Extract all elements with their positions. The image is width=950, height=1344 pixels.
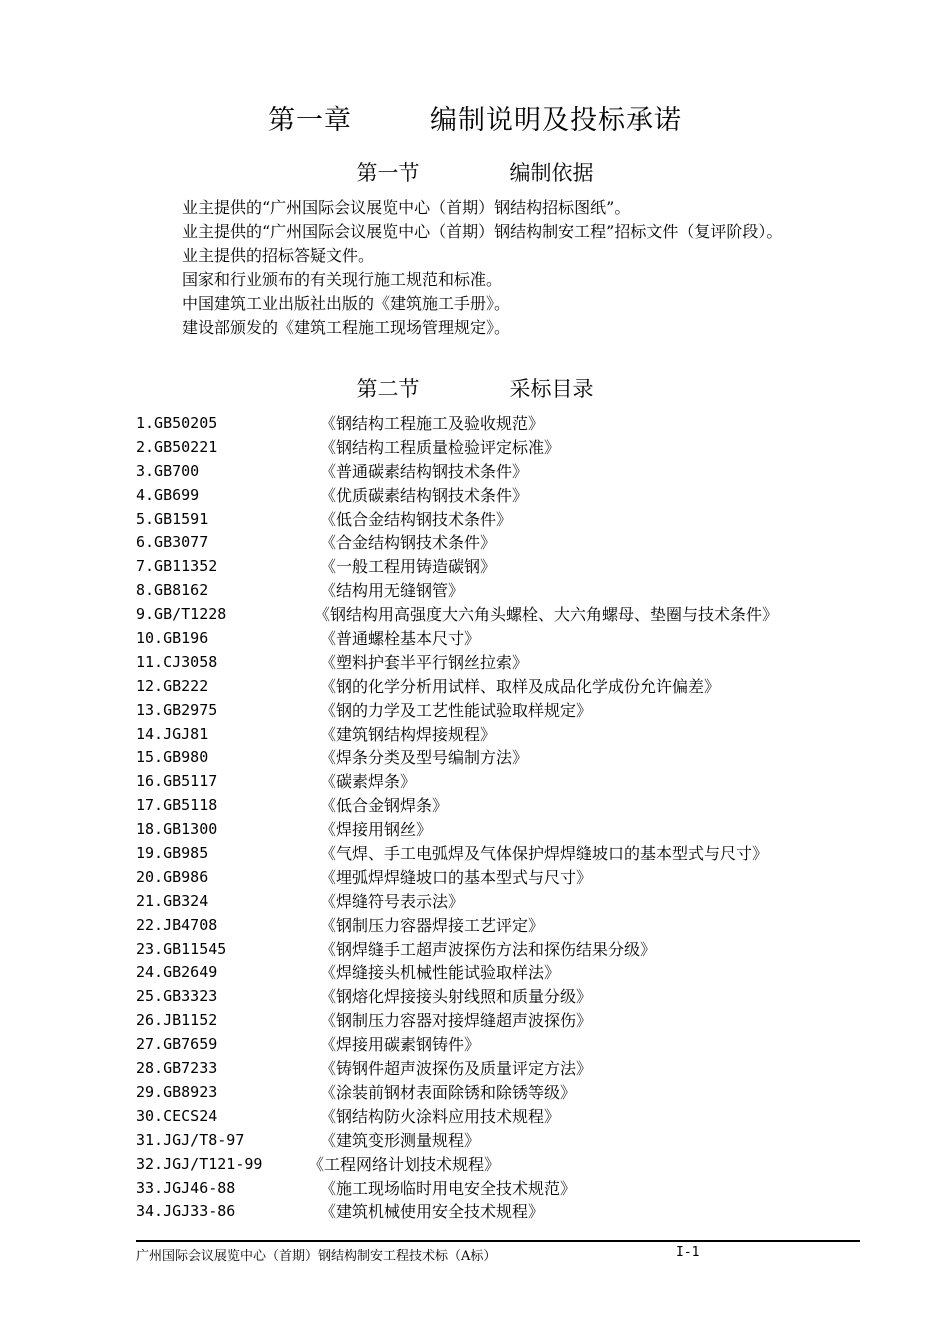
standard-title: 《焊条分类及型号编制方法》: [320, 748, 529, 768]
standard-code: 12.GB222: [136, 676, 209, 695]
standard-row: [136, 1177, 860, 1201]
standard-title: 《钢的力学及工艺性能试验取样规定》: [320, 700, 593, 720]
basis-list: [136, 196, 860, 340]
standard-title: 《施工现场临时用电安全技术规范》: [320, 1178, 577, 1198]
standards-list: [136, 412, 860, 1224]
standard-code: 4.GB699: [136, 485, 200, 504]
standard-title: 《钢制压力容器焊接工艺评定》: [320, 915, 545, 935]
standard-code: 15.GB980: [136, 748, 209, 767]
standard-title: 《钢制压力容器对接焊缝超声波探伤》: [320, 1011, 593, 1031]
standard-code: 23.GB11545: [136, 939, 227, 958]
footer-divider: [136, 1240, 860, 1242]
standard-row: [136, 603, 860, 627]
standard-code: 8.GB8162: [136, 581, 209, 600]
standard-row: [136, 1105, 860, 1129]
standard-code: 19.GB985: [136, 844, 209, 863]
standard-title: 《建筑钢结构焊接规程》: [320, 724, 497, 744]
standard-title: 《气焊、手工电弧焊及气体保护焊焊缝坡口的基本型式与尺寸》: [320, 844, 769, 864]
standard-title: 《钢结构工程施工及验收规范》: [320, 414, 545, 433]
standard-title: 《低合金结构钢技术条件》: [320, 509, 513, 529]
standard-code: 33.JGJ46-88: [136, 1178, 236, 1197]
standard-code: 21.GB324: [136, 891, 209, 910]
standard-title: 《焊接用钢丝》: [320, 820, 433, 840]
standard-code: 1.GB50205: [136, 414, 218, 432]
standard-title: 《优质碳素结构钢技术条件》: [320, 485, 529, 505]
standard-title: 《焊缝接头机械性能试验取样法》: [320, 963, 561, 983]
standard-code: 29.GB8923: [136, 1082, 218, 1101]
basis-item: 业主提供的“广州国际会议展览中心（首期）钢结构招标图纸”。: [182, 198, 631, 217]
standard-row: [136, 555, 860, 579]
standard-row: [136, 579, 860, 603]
standard-code: 28.GB7233: [136, 1059, 218, 1078]
standard-row: [136, 866, 860, 890]
standard-title: 《焊接用碳素钢铸件》: [320, 1035, 481, 1055]
standard-code: 3.GB700: [136, 461, 200, 480]
standard-code: 5.GB1591: [136, 509, 209, 528]
section-number: 第二节: [356, 377, 420, 401]
standard-row: [136, 723, 860, 747]
standard-row: [136, 818, 860, 842]
standard-title: 《钢结构用高强度大六角头螺栓、大六角螺母、垫圈与技术条件》: [314, 605, 779, 625]
standard-code: 11.CJ3058: [136, 652, 218, 671]
basis-item: 中国建筑工业出版社出版的《建筑施工手册》。: [182, 294, 511, 313]
standard-title: 《结构用无缝钢管》: [320, 581, 465, 601]
standard-row: [136, 627, 860, 651]
standard-code: 18.GB1300: [136, 820, 218, 839]
standard-code: 16.GB5117: [136, 772, 218, 791]
standard-code: 27.GB7659: [136, 1035, 218, 1054]
standard-title: 《工程网络计划技术规程》: [308, 1154, 501, 1174]
standard-row: [136, 1153, 860, 1177]
standard-row: [136, 961, 860, 985]
standard-row: [136, 412, 860, 436]
section-heading-1: [0, 157, 950, 187]
standard-title: 《建筑变形测量规程》: [320, 1130, 481, 1150]
standard-row: [136, 938, 860, 962]
standard-code: 32.JGJ/T121-99: [136, 1154, 263, 1173]
standard-code: 30.CECS24: [136, 1106, 218, 1125]
standard-code: 31.JGJ/T8-97: [136, 1130, 245, 1149]
standard-row: [136, 651, 860, 675]
standard-row: [136, 531, 860, 555]
standard-title: 《塑料护套半平行钢丝拉索》: [320, 652, 529, 672]
page-number: I-1: [676, 1245, 700, 1260]
standard-title: 《合金结构钢技术条件》: [320, 533, 497, 553]
standard-row: [136, 675, 860, 699]
section-title: 采标目录: [509, 377, 594, 401]
chapter-title: 编制说明及投标承诺: [430, 105, 682, 136]
standard-row: [136, 914, 860, 938]
standard-title: 《铸钢件超声波探伤及质量评定方法》: [320, 1059, 593, 1079]
standard-row: [136, 794, 860, 818]
standard-code: 13.GB2975: [136, 700, 218, 719]
chapter-number: 第一章: [268, 105, 352, 136]
standard-row: [136, 436, 860, 460]
section-title: 编制依据: [509, 161, 594, 185]
standard-title: 《建筑机械使用安全技术规程》: [320, 1202, 545, 1222]
standard-row: [136, 460, 860, 484]
standard-title: 《普通碳素结构钢技术条件》: [320, 461, 529, 481]
standard-title: 《钢熔化焊接接头射线照和质量分级》: [320, 987, 593, 1007]
section-number: 第一节: [356, 161, 420, 185]
standard-row: [136, 1129, 860, 1153]
basis-item: 业主提供的“广州国际会议展览中心（首期）钢结构制安工程”招标文件（复评阶段）。: [182, 222, 783, 241]
standard-row: [136, 1033, 860, 1057]
standard-row: [136, 1200, 860, 1224]
standard-code: 2.GB50221: [136, 437, 218, 456]
standard-code: 25.GB3323: [136, 987, 218, 1006]
standard-row: [136, 842, 860, 866]
standard-title: 《钢焊缝手工超声波探伤方法和探伤结果分级》: [320, 939, 657, 959]
standard-title: 《涂装前钢材表面除锈和除锈等级》: [320, 1082, 577, 1102]
standard-code: 9.GB/T1228: [136, 605, 227, 624]
standard-title: 《一般工程用铸造碳钢》: [320, 557, 497, 577]
standard-row: [136, 484, 860, 508]
standard-row: [136, 985, 860, 1009]
standard-title: 《低合金钢焊条》: [320, 796, 449, 816]
standard-title: 《埋弧焊焊缝坡口的基本型式与尺寸》: [320, 867, 593, 887]
standard-row: [136, 890, 860, 914]
standard-row: [136, 1009, 860, 1033]
standard-code: 24.GB2649: [136, 963, 218, 982]
standard-title: 《钢结构防火涂料应用技术规程》: [320, 1106, 561, 1126]
standard-code: 10.GB196: [136, 629, 209, 648]
standard-code: 6.GB3077: [136, 533, 209, 552]
standard-code: 17.GB5118: [136, 796, 218, 815]
standard-row: [136, 699, 860, 723]
standard-code: 7.GB11352: [136, 557, 218, 576]
standard-title: 《碳素焊条》: [320, 772, 417, 792]
standard-title: 《钢结构工程质量检验评定标准》: [320, 437, 561, 457]
standard-code: 26.JB1152: [136, 1011, 218, 1030]
standard-title: 《普通螺栓基本尺寸》: [320, 629, 481, 649]
standard-code: 34.JGJ33-86: [136, 1202, 236, 1221]
standard-title: 《钢的化学分析用试样、取样及成品化学成份允许偏差》: [320, 676, 721, 696]
standard-code: 20.GB986: [136, 867, 209, 886]
standard-row: [136, 508, 860, 532]
standard-row: [136, 1057, 860, 1081]
chapter-heading: [0, 98, 950, 137]
standard-row: [136, 770, 860, 794]
basis-item: 国家和行业颁布的有关现行施工规范和标准。: [182, 270, 503, 289]
section-heading-2: [0, 373, 950, 403]
standard-row: [136, 1081, 860, 1105]
standard-code: 14.JGJ81: [136, 724, 209, 743]
footer-text: 广州国际会议展览中心（首期）钢结构制安工程技术标（A标）: [136, 1249, 497, 1264]
basis-item: 业主提供的招标答疑文件。: [182, 246, 375, 265]
standard-row: [136, 746, 860, 770]
standard-code: 22.JB4708: [136, 915, 218, 934]
basis-item: 建设部颁发的《建筑工程施工现场管理规定》。: [182, 318, 511, 337]
standard-title: 《焊缝符号表示法》: [320, 891, 465, 911]
